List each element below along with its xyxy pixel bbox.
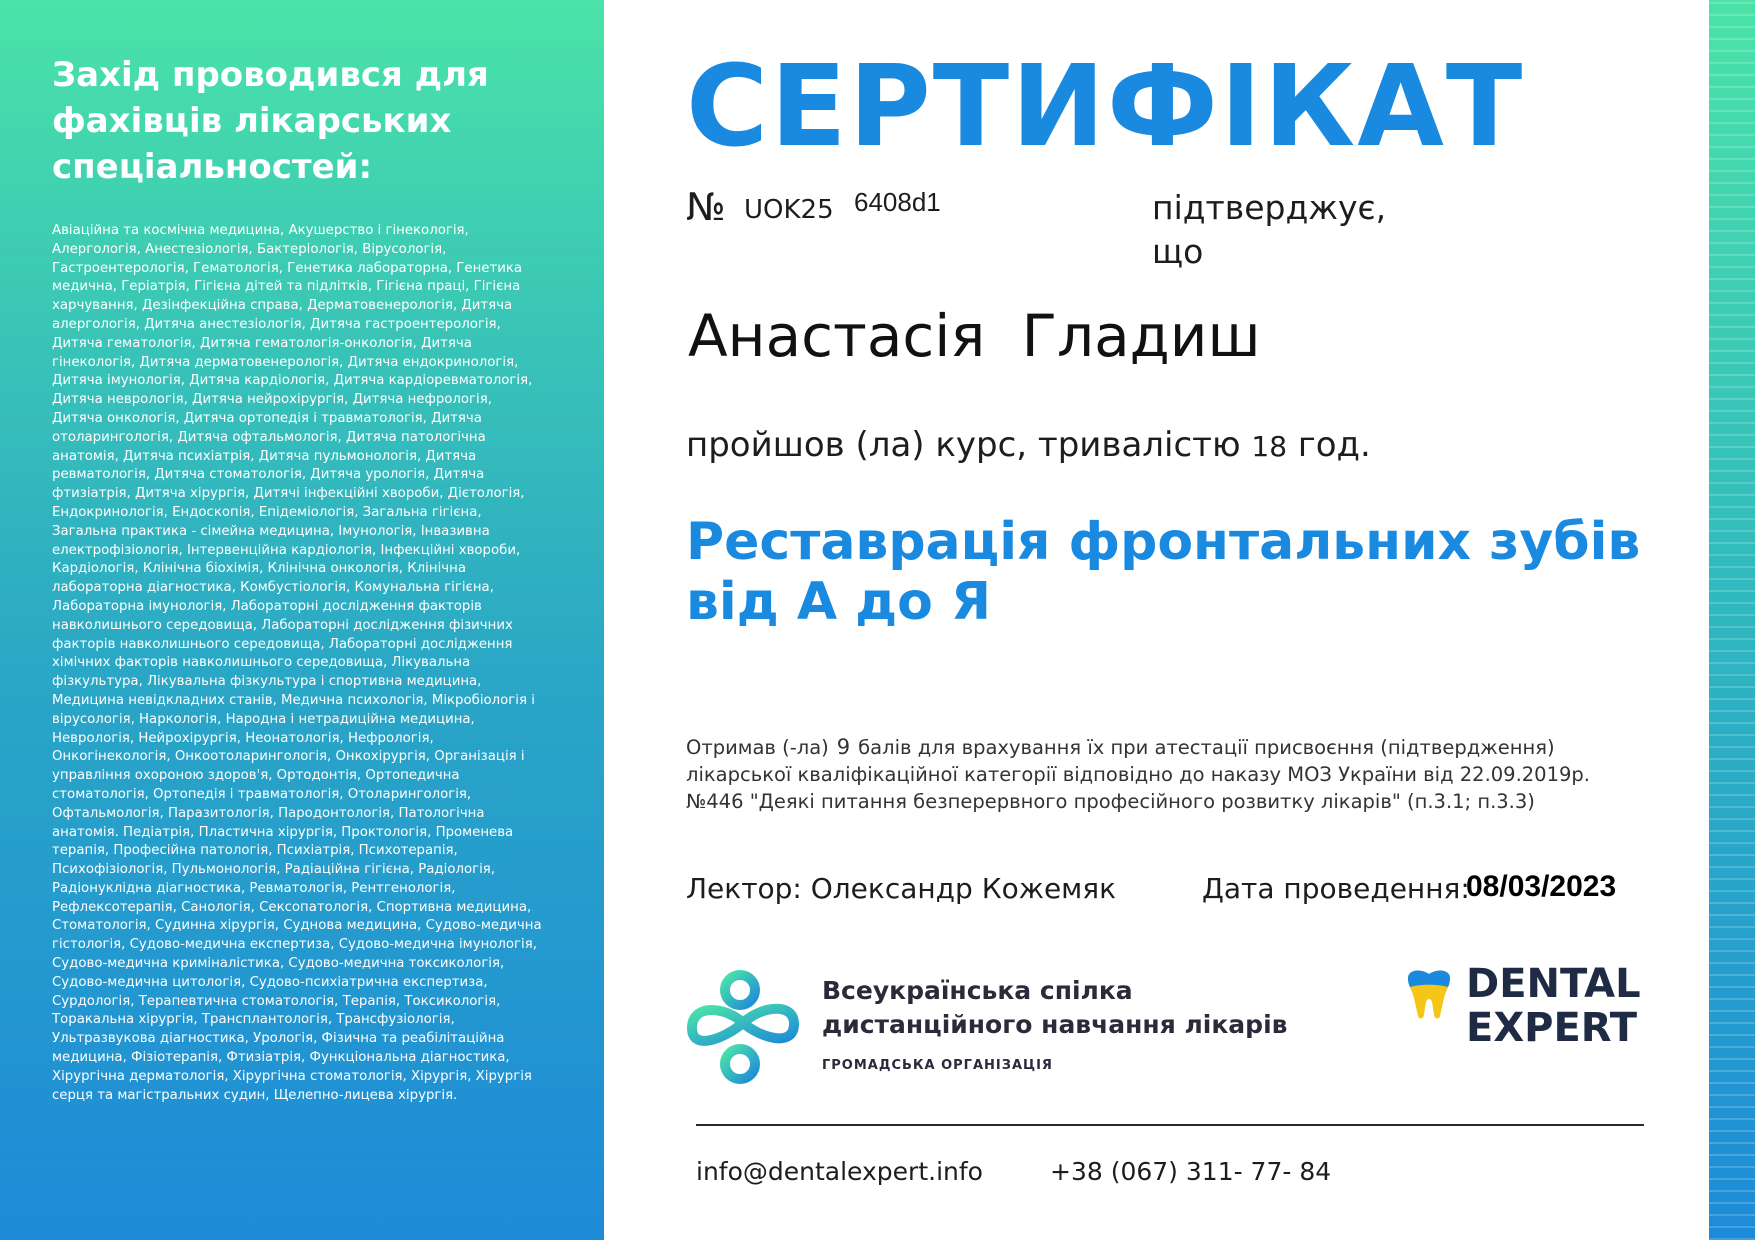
specialties-list: Авіаційна та космічна медицина, Акушерство і гінекологія, Алергологія, Анестезіологія, Бактеріологія, Вірусологія, Гастроентерологія, Гематологія, Генетика лабораторна, Генетика медична, Геріатрія, Гігієна дітей та підлітків, Гігієна праці, Гігієна харчування, Дезінфекційна справа, Дерматовенерологія, Дитяча алергологія, Дитяча анестезіологія, Дитяча гастроентерологія, Дитяча гематологія, Дитяча гематологія-онкологія, Дитяча гінекологія, Дитяча дерматовенерологія, Дитяча ендокринологія, Дитяча імунологія, Дитяча кардіологія, Дитяча кардіоревматологія, Дитяча неврологія, Дитяча нейрохірургія, Дитяча нефрологія, Дитяча онкологія, Дитяча ортопедія і травматологія, Дитяча отоларингологія, Дитяча офтальмологія, Дитяча патологічна анатомія, Дитяча психіатрія, Дитяча пульмонологія, Дитяча ревматологія, Дитяча стоматологія, Дитяча урологія, Дитяча фтизіатрія, Дитяча хірургія, Дитячі інфекційні хвороби, Дієтологія, Ендокринологія, Ендоскопія, Епідеміологія, Загальна гігієна, Загальна практика - сімейна медицина, Імунологія, Інвазивна електрофізіологія, Інтервенційна кардіологія, Інфекційні хвороби, Кардіологія, Клінічна біохімія, Клінічна онкологія, Клінічна лабораторна діагностика, Комбустіологія, Комунальна гігієна, Лабораторна імунологія, Лабораторні дослідження факторів навколишнього середовища, Лабораторні дослідження фізичних факторів навколишнього середовища, Лабораторні дослідження хімічних факторів навколишнього середовища, Лікувальна фізкультура, Лікувальна фізкультура і спортивна медицина, Медицина невідкладних станів, Медична психологія, Мікробіологія і вірусологія, Наркологія, Народна і нетрадиційна медицина, Неврологія, Нейрохірургія, Неонатологія, Нефрологія, Онкогінекологія, Онкоотоларингологія, Онкохірургія, Організація і управління охороною здоров'я, Ортодонтія, Ортопедична стоматологія, Ортопедія і травматологія, Отоларингологія, Офтальмологія, Паразитологія, Пародонтологія, Патологічна анатомія. Педіатрія, Пластична хірургія, Проктологія, Променева терапія, Професійна патологія, Психіатрія, Психотерапія, Психофізіологія, Пульмонологія, Радіаційна гігієна, Радіологія, Радіонуклідна діагностика, Ревматологія, Рентгенологія, Рефлексотерапія, Санологія, Сексопатологія, Спортивна медицина, Стоматологія, Судинна хірургія, Суднова медицина, Судово-медична гістологія, Судово-медична експертиза, Судово-медична імунологія, Судово-медична криміналістика, Судово-медична токсикологія, Судово-медична цитологія, Судово-психіатрична експертиза, Сурдологія, Терапевтична стоматологія, Терапія, Токсикологія, Торакальна хірургія, Трансплантологія, Трансфузіологія, Ультразвукова діагностика, Урологія, Фізична та реабілітаційна медицина, Фізіотерапія, Фтизіатрія, Функціональна діагностика, Хірургічна дерматологія, Хірургічна стоматологія, Хірургія, Хірургія серця та магістральних судин, Щелепно-лицева хірургія. [52,223,542,1103]
org-subtitle: ГРОМАДСЬКА ОРГАНІЗАЦІЯ [822,1058,1053,1073]
points-statement [686,734,1646,815]
specialties-panel [0,0,604,1240]
course-prefix: пройшов (ла) курс, тривалістю [686,425,1252,465]
points-prefix: Отримав (-ла) [686,736,829,759]
lecturer-name: Олександр Кожемяк [810,872,1117,905]
course-title: Реставрація фронтальних зубів від А до Я [686,512,1641,632]
points-value: 9 [836,735,851,759]
decorative-strip [1709,0,1755,1240]
contact-phone: +38 (067) 311- 77- 84 [1050,1157,1332,1186]
org-name-line2: дистанційного навчання лікарів [822,1010,1288,1039]
course-hours: 18 [1251,430,1288,463]
recipient-name: Анастасія Гладиш [688,302,1261,370]
specialties-heading: Захід проводився для фахівців лікарських спеціальностей: [52,55,489,187]
certificate-body [604,0,1709,1240]
brand-name [1466,962,1641,1050]
date-label: Дата проведення: [1202,872,1470,905]
contact-email: info@dentalexpert.info [696,1157,983,1186]
lecturer-line [686,868,1116,910]
brand-line2: EXPERT [1466,1005,1638,1051]
number-code: 6408d1 [854,187,941,217]
certificate-number-row [686,182,1387,271]
org-name-line1: Всеукраїнська спілка [822,976,1133,1005]
confirms-text: підтверджує, що [1152,188,1387,271]
brand-line1: DENTAL [1466,961,1641,1007]
org-name [822,974,1287,1042]
number-prefix: UOK25 [744,195,834,225]
org-logo-icon [682,966,804,1088]
lecturer-label: Лектор: [686,872,811,905]
tooth-icon [1404,968,1454,1020]
hours-suffix: год. [1287,425,1371,465]
event-date [1202,866,1682,910]
footer-divider [696,1124,1644,1126]
points-description: балів для врахування їх при атестації присвоєння (підтвердження) лікарської кваліфікаційної категорії відповідно до наказу МОЗ України від 22.09.2019р. №446 "Деякі питання безперервного професійного розвитку лікарів" (п.3.1; п.3.3) [686,736,1590,813]
certificate-title: СЕРТИФІКАТ [686,42,1525,172]
course-duration-line [686,420,1371,472]
number-sign: № [686,185,726,229]
date-value: 08/03/2023 [1466,870,1617,903]
